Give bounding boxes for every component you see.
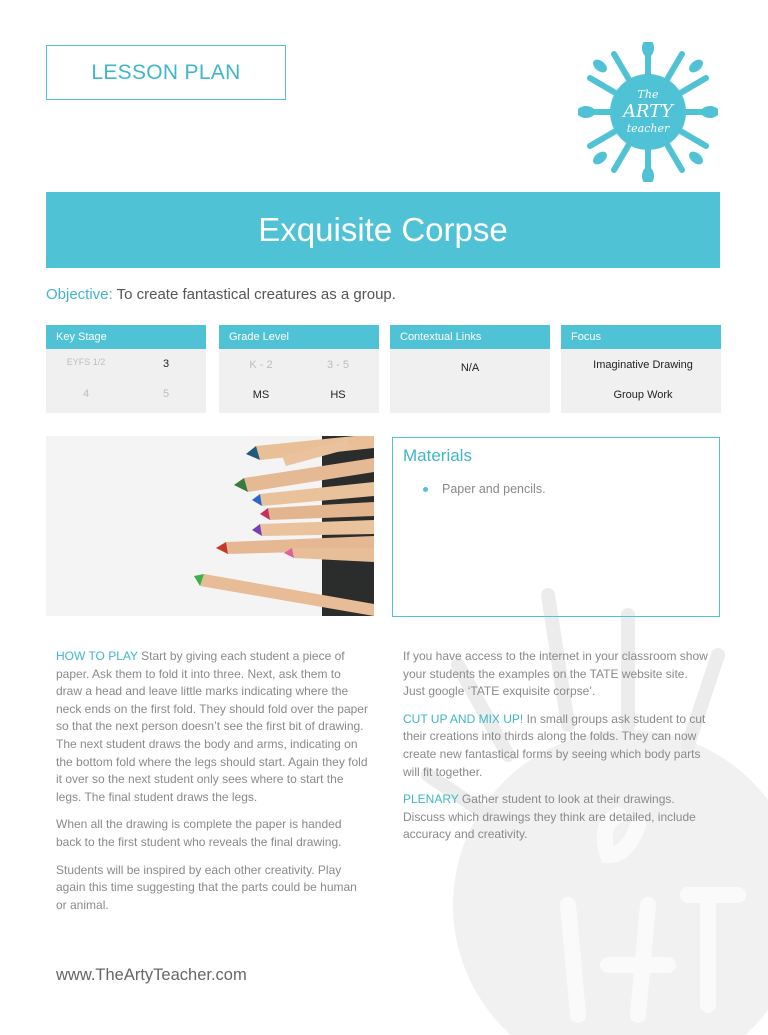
arty-teacher-logo <box>578 42 718 182</box>
plenary-label: PLENARY <box>403 792 459 807</box>
logo-text-arty: ARTY <box>622 101 674 122</box>
how-to-play-paragraph <box>56 648 368 806</box>
how-to-play-label: HOW TO PLAY <box>56 649 138 663</box>
objective-text: To create fantastical creatures as a group. <box>112 286 396 303</box>
materials-heading: Materials <box>403 446 472 465</box>
key-stage-header: Key Stage <box>46 325 206 349</box>
cut-up-text: In small groups ask student to cut their creations into thirds along the folds. They can now create new fantastical forms by seeing which body parts will fit together. <box>403 711 706 779</box>
cut-up-label: CUT UP AND MIX UP! <box>403 711 524 726</box>
focus-header: Focus <box>561 325 721 349</box>
logo-text-teacher: teacher <box>626 122 670 135</box>
contextual-links-header: Contextual Links <box>390 325 550 349</box>
grade-k-2: K - 2 <box>249 359 273 371</box>
key-stage-4: 4 <box>82 388 90 400</box>
contextual-links-table <box>390 325 550 413</box>
inspired-paragraph: Students will be inspired by each other creativity. Play again this time suggesting that the parts could be human or animal. <box>56 862 357 912</box>
grade-level-table <box>219 325 379 413</box>
focus-group-work: Group Work <box>613 389 673 401</box>
reveal-paragraph: When all the drawing is complete the paper is handed back to the first student who reveals the final drawing. <box>56 817 342 849</box>
focus-table <box>561 325 721 413</box>
left-column <box>56 648 368 924</box>
page-title: Exquisite Corpse <box>258 211 508 248</box>
plenary-text: Gather student to look at their drawings. Discuss which drawings they think are detailed, include accuracy and creativity. <box>403 792 696 842</box>
internet-paragraph: If you have access to the internet in your classroom show your students the examples on the TATE website site. Just google ‘TATE exquisite corpse’. <box>403 649 708 699</box>
key-stage-eyfs: EYFS 1/2 <box>66 357 106 367</box>
key-stage-5: 5 <box>162 388 170 400</box>
title-banner <box>46 192 720 268</box>
plenary-paragraph <box>403 791 713 844</box>
materials-item <box>423 482 546 496</box>
cut-up-paragraph <box>403 711 713 781</box>
materials-item-text: Paper and pencils. <box>442 482 546 496</box>
bullet-icon <box>423 487 428 492</box>
focus-imaginative-drawing: Imaginative Drawing <box>593 359 693 371</box>
footer-url[interactable]: www.TheArtyTeacher.com <box>56 966 247 984</box>
right-column <box>403 648 713 854</box>
key-stage-3: 3 <box>162 358 170 370</box>
grade-ms: MS <box>252 389 270 401</box>
grade-level-header: Grade Level <box>219 325 379 349</box>
lesson-plan-label: LESSON PLAN <box>46 45 286 100</box>
key-stage-table <box>46 325 206 413</box>
objective <box>46 286 396 303</box>
contextual-links-value: N/A <box>460 362 480 374</box>
logo-text-the: The <box>637 88 659 101</box>
how-to-play-text: Start by giving each student a piece of paper. Ask them to fold it into three. Next, ask them to draw a head and leave little marks indicating where the neck ends on the first fold. They should fold over the paper so that the next person doesn’t see the first bit of drawing. The next student draws the body and arms, indicating on the bottom fold where the legs should start. Again they fold it over so the next student only sees where to start the legs. The final student draws the legs. <box>56 649 368 804</box>
objective-label: Objective: <box>46 286 113 303</box>
pencils-photo <box>46 436 374 616</box>
grade-3-5: 3 - 5 <box>326 359 349 371</box>
materials-box <box>392 437 720 617</box>
grade-hs: HS <box>330 389 346 401</box>
